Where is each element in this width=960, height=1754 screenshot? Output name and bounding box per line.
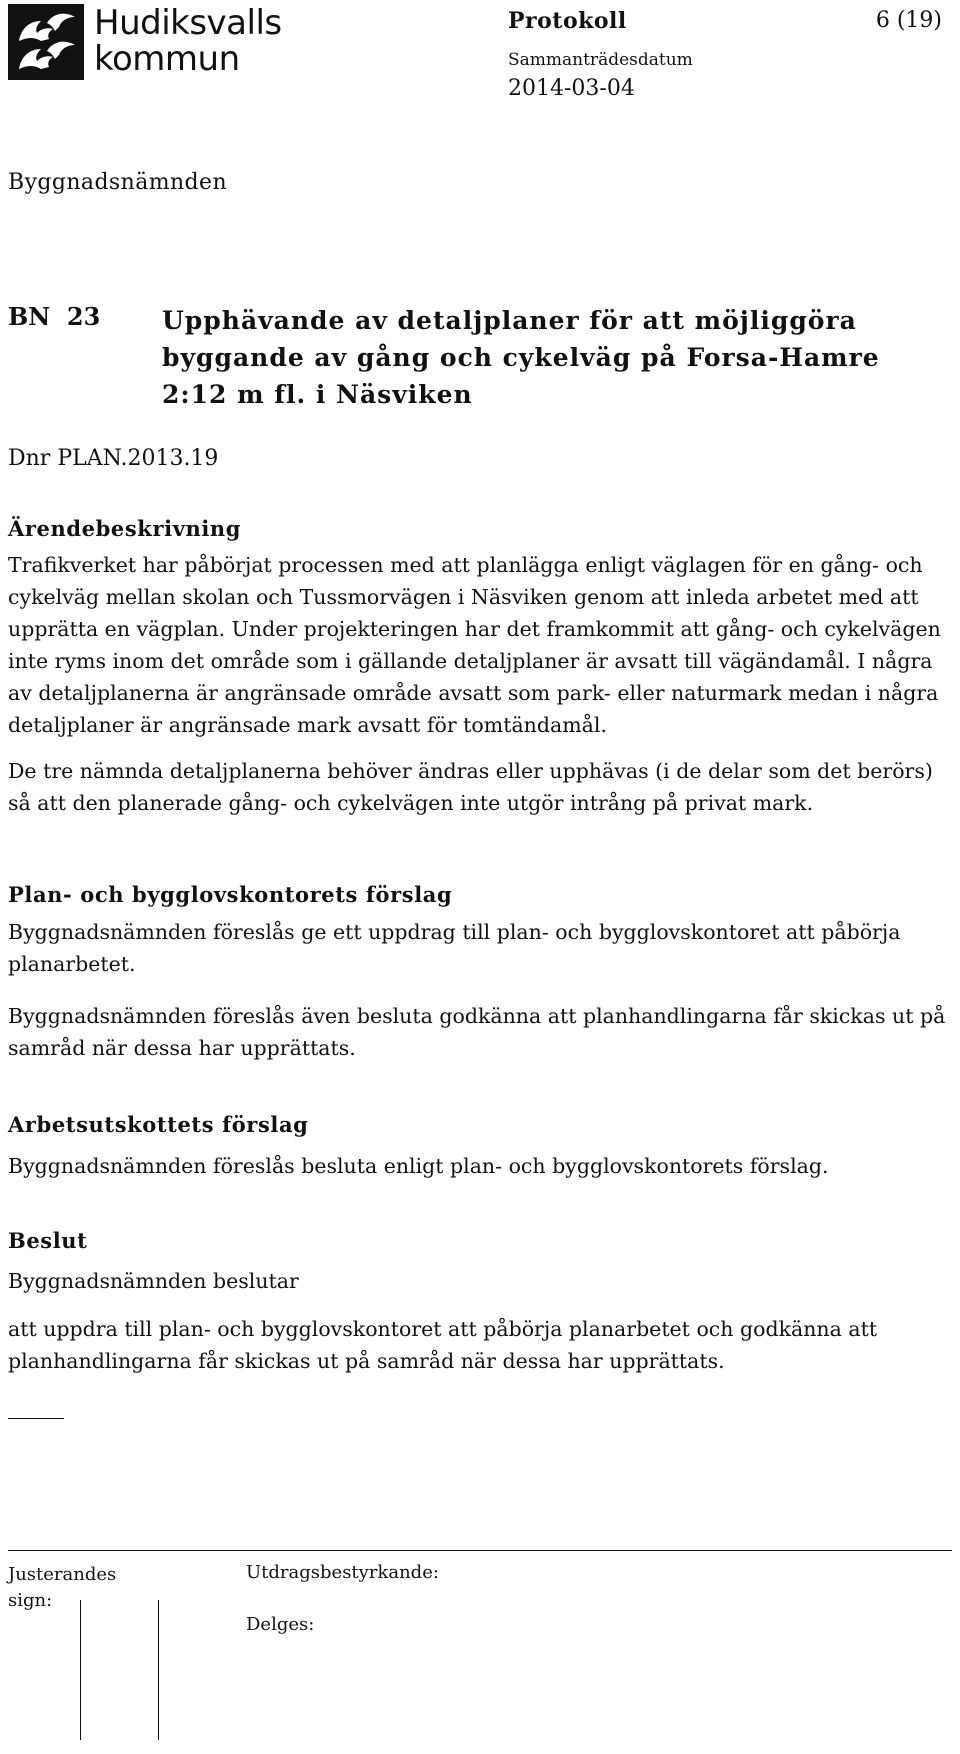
signature-box-divider	[158, 1600, 159, 1740]
goat-emblem-icon	[8, 4, 84, 80]
justerandes-sign-label: Justerandes sign:	[8, 1564, 117, 1611]
plan-paragraph-1: Byggnadsnämnden föreslås ge ett uppdrag till plan- och bygglovskontoret att påbörja planarbetet.	[8, 920, 901, 976]
arende-paragraph-1: Trafikverket har påbörjat processen med att planlägga enligt väglagen för en gång- och cykelväg mellan skolan och Tussmorvägen i Näsviken genom att inleda arbetet med att upprätta en vägplan. Under projekteringen har det framkommit att gång- och cykelvägen inte ryms inom det område som i gällande detaljplaner är avsatt till vägändamål. I några av detaljplanerna är angränsade område avsatt som park- eller naturmark medan i några detaljplaner är angränsade mark avsatt för tomtändamål.	[8, 553, 941, 737]
municipality-logo	[8, 3, 282, 80]
page-number: 6 (19)	[875, 8, 942, 33]
beslut-intro: Byggnadsnämnden beslutar	[8, 1269, 299, 1293]
section-heading-plan-forslag: Plan- och bygglovskontorets förslag	[8, 882, 453, 907]
beslut-text: att uppdra till plan- och bygglovskontoret att påbörja planarbetet och godkänna att planhandlingarna får skickas ut på samråd när dessa har upprättats.	[8, 1317, 878, 1373]
meeting-date-label: Sammanträdesdatum	[508, 50, 693, 70]
logo-line-2: kommun	[94, 39, 240, 79]
case-number: BN 23	[8, 302, 101, 331]
end-of-item-rule	[8, 1418, 64, 1419]
meeting-date: 2014-03-04	[508, 76, 635, 101]
utdragsbestyrkande-label: Utdragsbestyrkande:	[246, 1562, 439, 1583]
delges-label: Delges:	[246, 1614, 315, 1635]
committee-name: Byggnadsnämnden	[8, 170, 228, 195]
signature-box-divider	[80, 1600, 81, 1740]
logo-wordmark	[94, 3, 282, 79]
section-heading-au-forslag: Arbetsutskottets förslag	[8, 1112, 309, 1137]
au-paragraph-1: Byggnadsnämnden föreslås besluta enligt plan- och bygglovskontorets förslag.	[8, 1154, 829, 1178]
section-heading-beslut: Beslut	[8, 1228, 88, 1253]
case-title: Upphävande av detaljplaner för att möjliggöra byggande av gång och cykelväg på Forsa-Hamre 2:12 m fl. i Näsviken	[162, 306, 880, 409]
section-heading-arendebeskrivning: Ärendebeskrivning	[8, 516, 242, 541]
plan-paragraph-2: Byggnadsnämnden föreslås även besluta godkänna att planhandlingarna får skickas ut på samråd när dessa har upprättats.	[8, 1004, 946, 1060]
logo-line-1: Hudiksvalls	[94, 3, 282, 43]
registration-number: Dnr PLAN.2013.19	[8, 446, 219, 471]
document-type: Protokoll	[508, 8, 627, 34]
arende-paragraph-2: De tre nämnda detaljplanerna behöver ändras eller upphävas (i de delar som det berörs) så att den planerade gång- och cykelvägen inte utgör intrång på privat mark.	[8, 759, 933, 815]
signature-footer	[8, 1550, 952, 1740]
footer-rule	[8, 1550, 952, 1551]
